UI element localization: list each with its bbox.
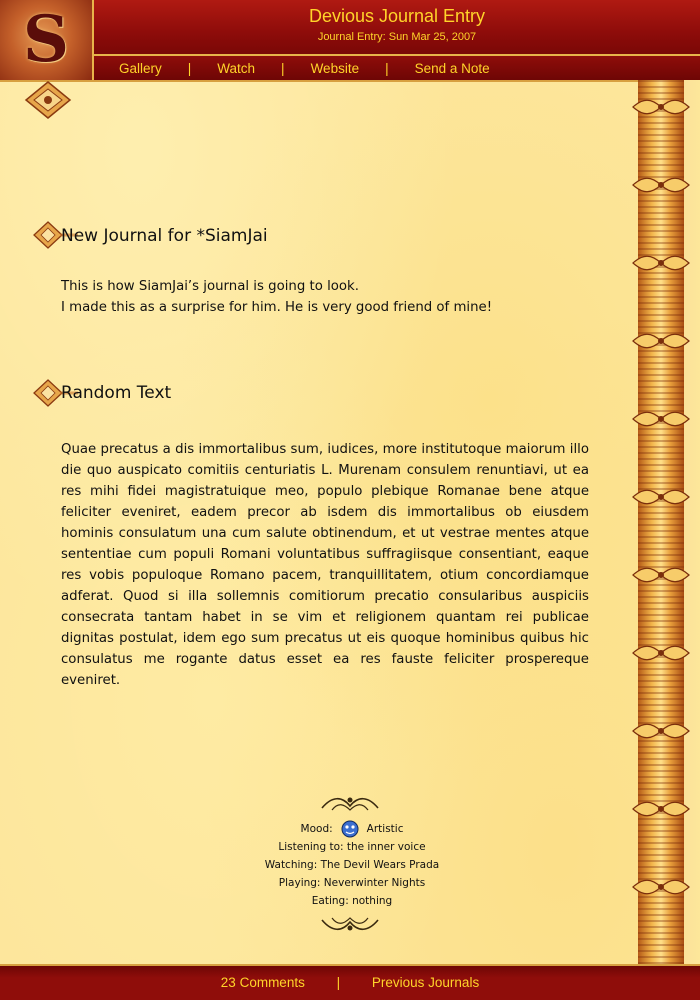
playing: Playing: Neverwinter Nights <box>278 877 426 889</box>
logo-letter: S <box>22 2 70 77</box>
border-knot-icon <box>631 798 691 820</box>
scroll-ornament-icon <box>318 912 382 936</box>
nav-separator: | <box>385 60 389 76</box>
eating: Eating: nothing <box>311 895 393 907</box>
intro-line: This is how SiamJai’s journal is going to look. <box>61 279 359 294</box>
logo <box>0 0 94 80</box>
status-block <box>236 820 468 910</box>
border-knot-icon <box>631 720 691 742</box>
top-navigation <box>94 56 490 80</box>
border-knot-icon <box>631 876 691 898</box>
mood-label: Mood: <box>300 823 333 835</box>
mood-value: Artistic <box>366 823 404 835</box>
nav-website-link[interactable]: Website <box>310 60 360 76</box>
border-knot-icon <box>631 642 691 664</box>
border-knot-icon <box>631 252 691 274</box>
border-knot-icon <box>631 408 691 430</box>
intro-line: I made this as a surprise for him. He is very good friend of mine! <box>61 300 493 315</box>
journal-date: Journal Entry: Sun Mar 25, 2007 <box>317 31 477 43</box>
border-knot-icon <box>631 564 691 586</box>
watching: Watching: The Devil Wears Prada <box>264 859 440 871</box>
border-knot-icon <box>631 96 691 118</box>
nav-watch-link[interactable]: Watch <box>217 60 256 76</box>
nav-separator: | <box>281 60 285 76</box>
listening-to: Listening to: the inner voice <box>278 841 426 853</box>
border-knot-icon <box>631 174 691 196</box>
section-title-random-text: Random Text <box>61 383 172 403</box>
section-title-new-journal: New Journal for *SiamJai <box>61 226 268 246</box>
footer-separator: | <box>336 975 341 990</box>
comments-link[interactable]: 23 Comments <box>220 975 305 990</box>
footer-navigation <box>0 975 700 990</box>
page-title: Devious Journal Entry <box>308 6 486 26</box>
random-text-paragraph: Quae precatus a dis immortalibus sum, iudices, more institutoque maiorum illo die quo auspicato comitiis centuriatis L. Murenam consulem renuntiavi, ut ea res mihi fidei magistratuique meo, populo plebique Romanae bene atque feliciter eveniret, eadem precor ab isdem dis immortalibus ob eiusdem hominis consulatum una cum salute obtinendum, et ut vestrae mentes atque sententiae cum populi Romani voluntatibus suffragiisque consentiant, eaque res vobis populoque Romano pacem, tranquillitatem, otium concordiamque adferat. Quod si illa sollemnis comitiorum precatio consularibus auspiciis consecrata tantam habet in se vim et religionem quantam rei publicae dignitas postulat, idem ego sum precatus ut eis quoque hominibus quibus hic consulatus me rogante datus esset ea res fauste feliciter prospereque eveniret. <box>61 442 589 688</box>
nav-separator: | <box>187 60 192 76</box>
border-knot-icon <box>631 486 691 508</box>
border-knot-icon <box>631 330 691 352</box>
ornament-icon <box>18 80 78 120</box>
previous-journals-link[interactable]: Previous Journals <box>371 975 480 990</box>
section-intro-text <box>61 276 589 318</box>
right-border-pattern <box>638 80 684 964</box>
mood-emoticon-icon <box>339 819 361 839</box>
nav-send-note-link[interactable]: Send a Note <box>414 60 490 76</box>
nav-gallery-link[interactable]: Gallery <box>119 60 162 76</box>
right-edge <box>684 80 700 964</box>
mood-row <box>236 820 468 838</box>
scroll-ornament-icon <box>318 792 382 816</box>
